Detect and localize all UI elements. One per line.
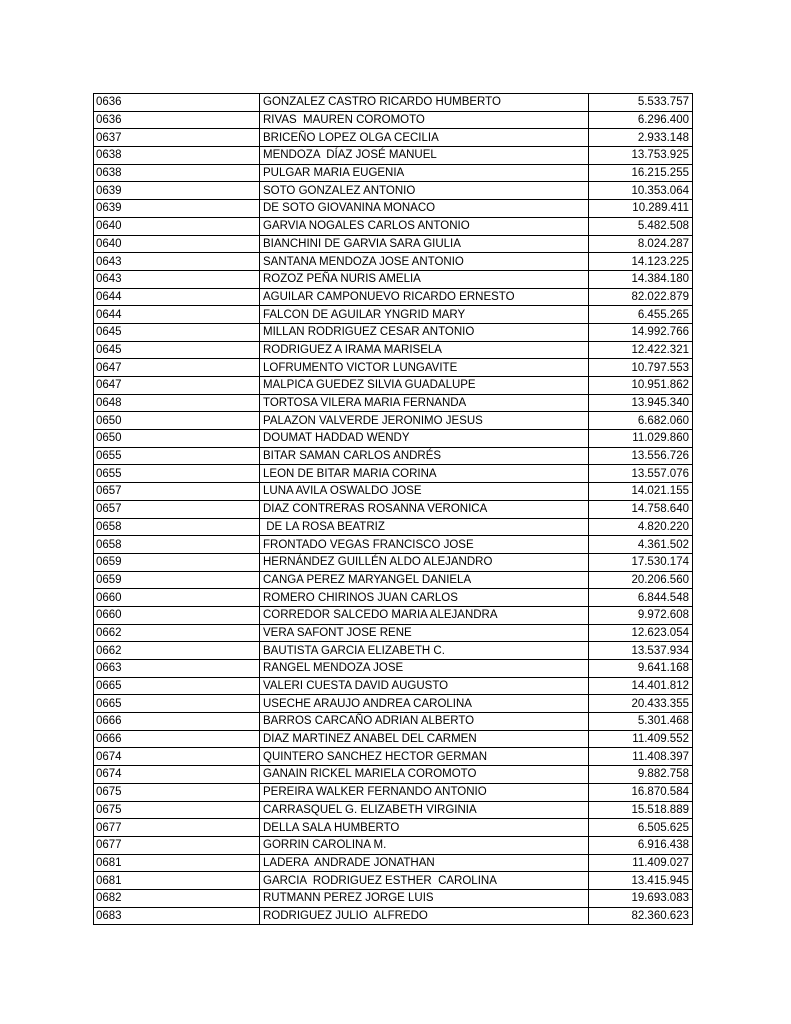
table-row — [94, 430, 693, 448]
table-row — [94, 748, 693, 766]
name-cell: MILLAN RODRIGUEZ CESAR ANTONIO — [260, 323, 589, 341]
amount-cell: 5.533.757 — [589, 94, 693, 112]
amount-cell: 6.844.548 — [589, 589, 693, 607]
amount-cell: 11.029.860 — [589, 430, 693, 448]
table-row — [94, 854, 693, 872]
name-cell: GANAIN RICKEL MARIELA COROMOTO — [260, 766, 589, 784]
name-cell: MALPICA GUEDEZ SILVIA GUADALUPE — [260, 377, 589, 395]
name-cell: ROZOZ PEÑA NURIS AMELIA — [260, 270, 589, 288]
amount-cell: 13.557.076 — [589, 465, 693, 483]
amount-cell: 10.289.411 — [589, 200, 693, 218]
code-cell: 0648 — [94, 394, 260, 412]
name-cell: QUINTERO SANCHEZ HECTOR GERMAN — [260, 748, 589, 766]
amount-cell: 8.024.287 — [589, 235, 693, 253]
name-cell: RANGEL MENDOZA JOSE — [260, 660, 589, 678]
name-cell: RIVAS MAUREN COROMOTO — [260, 111, 589, 129]
name-cell: DIAZ MARTINEZ ANABEL DEL CARMEN — [260, 730, 589, 748]
amount-cell: 11.408.397 — [589, 748, 693, 766]
code-cell: 0675 — [94, 783, 260, 801]
amount-cell: 14.123.225 — [589, 253, 693, 271]
name-cell: RUTMANN PEREZ JORGE LUIS — [260, 889, 589, 907]
code-cell: 0663 — [94, 660, 260, 678]
name-cell: VALERI CUESTA DAVID AUGUSTO — [260, 677, 589, 695]
amount-cell: 16.870.584 — [589, 783, 693, 801]
table-row — [94, 270, 693, 288]
amount-cell: 13.415.945 — [589, 872, 693, 890]
name-cell: AGUILAR CAMPONUEVO RICARDO ERNESTO — [260, 288, 589, 306]
table-row — [94, 341, 693, 359]
amount-cell: 5.482.508 — [589, 217, 693, 235]
table-row — [94, 571, 693, 589]
code-cell: 0660 — [94, 606, 260, 624]
code-cell: 0640 — [94, 217, 260, 235]
table-row — [94, 819, 693, 837]
name-cell: GARVIA NOGALES CARLOS ANTONIO — [260, 217, 589, 235]
code-cell: 0662 — [94, 624, 260, 642]
amount-cell: 6.296.400 — [589, 111, 693, 129]
code-cell: 0665 — [94, 695, 260, 713]
code-cell: 0683 — [94, 907, 260, 925]
name-cell: MENDOZA DÍAZ JOSÉ MANUEL — [260, 147, 589, 165]
amount-cell: 4.820.220 — [589, 518, 693, 536]
table-row — [94, 217, 693, 235]
code-cell: 0657 — [94, 483, 260, 501]
name-cell: BRICEÑO LOPEZ OLGA CECILIA — [260, 129, 589, 147]
amount-cell: 82.022.879 — [589, 288, 693, 306]
table-row — [94, 642, 693, 660]
code-cell: 0640 — [94, 235, 260, 253]
code-cell: 0674 — [94, 748, 260, 766]
table-row — [94, 323, 693, 341]
amount-cell: 6.682.060 — [589, 412, 693, 430]
table-row — [94, 677, 693, 695]
table-row — [94, 164, 693, 182]
amount-cell: 20.206.560 — [589, 571, 693, 589]
table-row — [94, 783, 693, 801]
amount-cell: 13.753.925 — [589, 147, 693, 165]
code-cell: 0645 — [94, 323, 260, 341]
table-row — [94, 500, 693, 518]
name-cell: LOFRUMENTO VICTOR LUNGAVITE — [260, 359, 589, 377]
table-row — [94, 536, 693, 554]
amount-cell: 9.641.168 — [589, 660, 693, 678]
amount-cell: 13.556.726 — [589, 447, 693, 465]
code-cell: 0666 — [94, 713, 260, 731]
code-cell: 0660 — [94, 589, 260, 607]
table-row — [94, 766, 693, 784]
amount-cell: 12.623.054 — [589, 624, 693, 642]
amount-cell: 11.409.027 — [589, 854, 693, 872]
name-cell: SOTO GONZALEZ ANTONIO — [260, 182, 589, 200]
name-cell: CORREDOR SALCEDO MARIA ALEJANDRA — [260, 606, 589, 624]
name-cell: RODRIGUEZ JULIO ALFREDO — [260, 907, 589, 925]
amount-cell: 14.384.180 — [589, 270, 693, 288]
code-cell: 0677 — [94, 819, 260, 837]
table-row — [94, 129, 693, 147]
table-row — [94, 660, 693, 678]
table-row — [94, 235, 693, 253]
amount-cell: 10.797.553 — [589, 359, 693, 377]
table-row — [94, 730, 693, 748]
name-cell: PEREIRA WALKER FERNANDO ANTONIO — [260, 783, 589, 801]
amount-cell: 13.537.934 — [589, 642, 693, 660]
name-cell: RODRIGUEZ A IRAMA MARISELA — [260, 341, 589, 359]
code-cell: 0636 — [94, 94, 260, 112]
name-cell: TORTOSA VILERA MARIA FERNANDA — [260, 394, 589, 412]
table-row — [94, 483, 693, 501]
amount-cell: 14.021.155 — [589, 483, 693, 501]
data-table — [93, 93, 693, 925]
table-row — [94, 695, 693, 713]
code-cell: 0655 — [94, 465, 260, 483]
amount-cell: 10.353.064 — [589, 182, 693, 200]
code-cell: 0643 — [94, 270, 260, 288]
table-row — [94, 147, 693, 165]
table-row — [94, 111, 693, 129]
amount-cell: 13.945.340 — [589, 394, 693, 412]
amount-cell: 12.422.321 — [589, 341, 693, 359]
name-cell: DOUMAT HADDAD WENDY — [260, 430, 589, 448]
code-cell: 0675 — [94, 801, 260, 819]
code-cell: 0658 — [94, 518, 260, 536]
table-row — [94, 182, 693, 200]
name-cell: LUNA AVILA OSWALDO JOSE — [260, 483, 589, 501]
table-row — [94, 394, 693, 412]
table-row — [94, 306, 693, 324]
table-row — [94, 624, 693, 642]
name-cell: ROMERO CHIRINOS JUAN CARLOS — [260, 589, 589, 607]
code-cell: 0666 — [94, 730, 260, 748]
table-row — [94, 553, 693, 571]
table-row — [94, 94, 693, 112]
table-row — [94, 518, 693, 536]
code-cell: 0681 — [94, 872, 260, 890]
code-cell: 0655 — [94, 447, 260, 465]
name-cell: PALAZON VALVERDE JERONIMO JESUS — [260, 412, 589, 430]
name-cell: BIANCHINI DE GARVIA SARA GIULIA — [260, 235, 589, 253]
name-cell: GARCIA RODRIGUEZ ESTHER CAROLINA — [260, 872, 589, 890]
table-row — [94, 589, 693, 607]
code-cell: 0637 — [94, 129, 260, 147]
amount-cell: 2.933.148 — [589, 129, 693, 147]
name-cell: DELLA SALA HUMBERTO — [260, 819, 589, 837]
code-cell: 0638 — [94, 147, 260, 165]
amount-cell: 10.951.862 — [589, 377, 693, 395]
code-cell: 0650 — [94, 412, 260, 430]
name-cell: DIAZ CONTRERAS ROSANNA VERONICA — [260, 500, 589, 518]
table-row — [94, 801, 693, 819]
code-cell: 0657 — [94, 500, 260, 518]
amount-cell: 14.401.812 — [589, 677, 693, 695]
amount-cell: 4.361.502 — [589, 536, 693, 554]
amount-cell: 6.455.265 — [589, 306, 693, 324]
code-cell: 0674 — [94, 766, 260, 784]
code-cell: 0644 — [94, 306, 260, 324]
name-cell: VERA SAFONT JOSE RENE — [260, 624, 589, 642]
table-row — [94, 606, 693, 624]
table-row — [94, 253, 693, 271]
table-row — [94, 465, 693, 483]
amount-cell: 16.215.255 — [589, 164, 693, 182]
table-row — [94, 713, 693, 731]
table-row — [94, 907, 693, 925]
code-cell: 0681 — [94, 854, 260, 872]
name-cell: HERNÁNDEZ GUILLÉN ALDO ALEJANDRO — [260, 553, 589, 571]
code-cell: 0677 — [94, 836, 260, 854]
code-cell: 0682 — [94, 889, 260, 907]
name-cell: LEON DE BITAR MARIA CORINA — [260, 465, 589, 483]
name-cell: LADERA ANDRADE JONATHAN — [260, 854, 589, 872]
name-cell: SANTANA MENDOZA JOSE ANTONIO — [260, 253, 589, 271]
amount-cell: 14.758.640 — [589, 500, 693, 518]
table-row — [94, 412, 693, 430]
amount-cell: 15.518.889 — [589, 801, 693, 819]
amount-cell: 9.882.758 — [589, 766, 693, 784]
name-cell: DE LA ROSA BEATRIZ — [260, 518, 589, 536]
table-body — [94, 94, 693, 925]
table-row — [94, 377, 693, 395]
code-cell: 0662 — [94, 642, 260, 660]
code-cell: 0644 — [94, 288, 260, 306]
amount-cell: 9.972.608 — [589, 606, 693, 624]
name-cell: DE SOTO GIOVANINA MONACO — [260, 200, 589, 218]
table-row — [94, 889, 693, 907]
code-cell: 0639 — [94, 182, 260, 200]
amount-cell: 6.916.438 — [589, 836, 693, 854]
name-cell: FRONTADO VEGAS FRANCISCO JOSE — [260, 536, 589, 554]
name-cell: PULGAR MARIA EUGENIA — [260, 164, 589, 182]
table-row — [94, 872, 693, 890]
name-cell: BARROS CARCAÑO ADRIAN ALBERTO — [260, 713, 589, 731]
name-cell: BAUTISTA GARCIA ELIZABETH C. — [260, 642, 589, 660]
code-cell: 0636 — [94, 111, 260, 129]
code-cell: 0647 — [94, 377, 260, 395]
code-cell: 0639 — [94, 200, 260, 218]
code-cell: 0659 — [94, 571, 260, 589]
table-row — [94, 359, 693, 377]
code-cell: 0665 — [94, 677, 260, 695]
name-cell: USECHE ARAUJO ANDREA CAROLINA — [260, 695, 589, 713]
code-cell: 0645 — [94, 341, 260, 359]
table-row — [94, 447, 693, 465]
name-cell: BITAR SAMAN CARLOS ANDRÉS — [260, 447, 589, 465]
name-cell: CARRASQUEL G. ELIZABETH VIRGINIA — [260, 801, 589, 819]
code-cell: 0658 — [94, 536, 260, 554]
amount-cell: 17.530.174 — [589, 553, 693, 571]
code-cell: 0647 — [94, 359, 260, 377]
amount-cell: 14.992.766 — [589, 323, 693, 341]
amount-cell: 11.409.552 — [589, 730, 693, 748]
name-cell: FALCON DE AGUILAR YNGRID MARY — [260, 306, 589, 324]
amount-cell: 19.693.083 — [589, 889, 693, 907]
name-cell: GORRIN CAROLINA M. — [260, 836, 589, 854]
name-cell: GONZALEZ CASTRO RICARDO HUMBERTO — [260, 94, 589, 112]
code-cell: 0659 — [94, 553, 260, 571]
table-row — [94, 200, 693, 218]
name-cell: CANGA PEREZ MARYANGEL DANIELA — [260, 571, 589, 589]
amount-cell: 82.360.623 — [589, 907, 693, 925]
amount-cell: 20.433.355 — [589, 695, 693, 713]
code-cell: 0650 — [94, 430, 260, 448]
code-cell: 0638 — [94, 164, 260, 182]
table-row — [94, 836, 693, 854]
table-row — [94, 288, 693, 306]
amount-cell: 6.505.625 — [589, 819, 693, 837]
code-cell: 0643 — [94, 253, 260, 271]
amount-cell: 5.301.468 — [589, 713, 693, 731]
